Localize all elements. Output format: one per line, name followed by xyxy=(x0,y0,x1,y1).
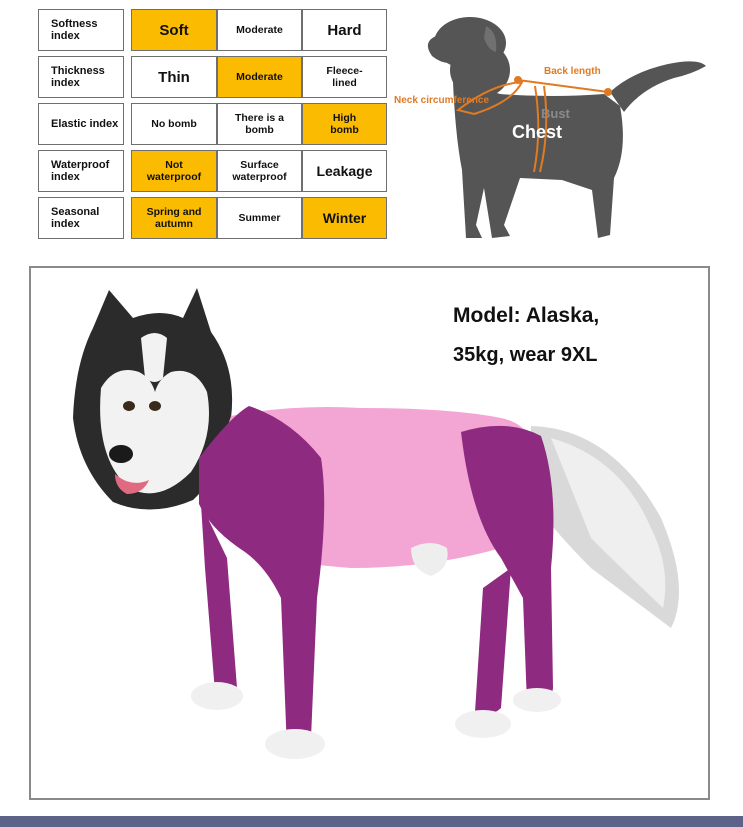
bottom-strip xyxy=(0,816,743,827)
model-caption-line2: 35kg, wear 9XL xyxy=(453,344,598,366)
option-summer: Summer xyxy=(217,197,302,239)
option-soft: Soft xyxy=(131,9,217,51)
option-moderate: Moderate xyxy=(217,56,302,98)
option-spring-and-autumn: Spring and autumn xyxy=(131,197,217,239)
spec-label: Softness index xyxy=(38,9,124,51)
back-length-line xyxy=(518,80,608,92)
model-caption-line1: Model: Alaska, xyxy=(453,304,600,327)
chest-label: Chest xyxy=(512,122,563,142)
back-length-end xyxy=(605,89,611,95)
spec-label: Elastic index xyxy=(38,103,124,145)
option-fleece-lined: Fleece-lined xyxy=(302,56,387,98)
option-hard: Hard xyxy=(302,9,387,51)
measurement-diagram xyxy=(392,10,712,245)
dog-silhouette-icon xyxy=(428,17,706,238)
option-moderate: Moderate xyxy=(217,9,302,51)
option-leakage: Leakage xyxy=(302,150,387,192)
option-thin: Thin xyxy=(131,56,217,98)
option-no-bomb: No bomb xyxy=(131,103,217,145)
neck-circumference-label: Neck circumference xyxy=(394,95,490,106)
spec-label: Seasonal index xyxy=(38,197,124,239)
option-surface-waterproof: Surface waterproof xyxy=(217,150,302,192)
back-length-start xyxy=(515,77,521,83)
option-high-bomb: High bomb xyxy=(302,103,387,145)
dog-photo-illustration xyxy=(31,268,708,798)
spec-label: Thickness index xyxy=(38,56,124,98)
spec-label: Waterproof index xyxy=(38,150,124,192)
option-winter: Winter xyxy=(302,197,387,239)
back-length-label: Back length xyxy=(544,66,601,77)
option-there-is-a-bomb: There is a bomb xyxy=(217,103,302,145)
bust-label: Bust xyxy=(541,106,570,121)
option-not-waterproof: Not waterproof xyxy=(131,150,217,192)
model-photo-frame xyxy=(29,266,710,800)
